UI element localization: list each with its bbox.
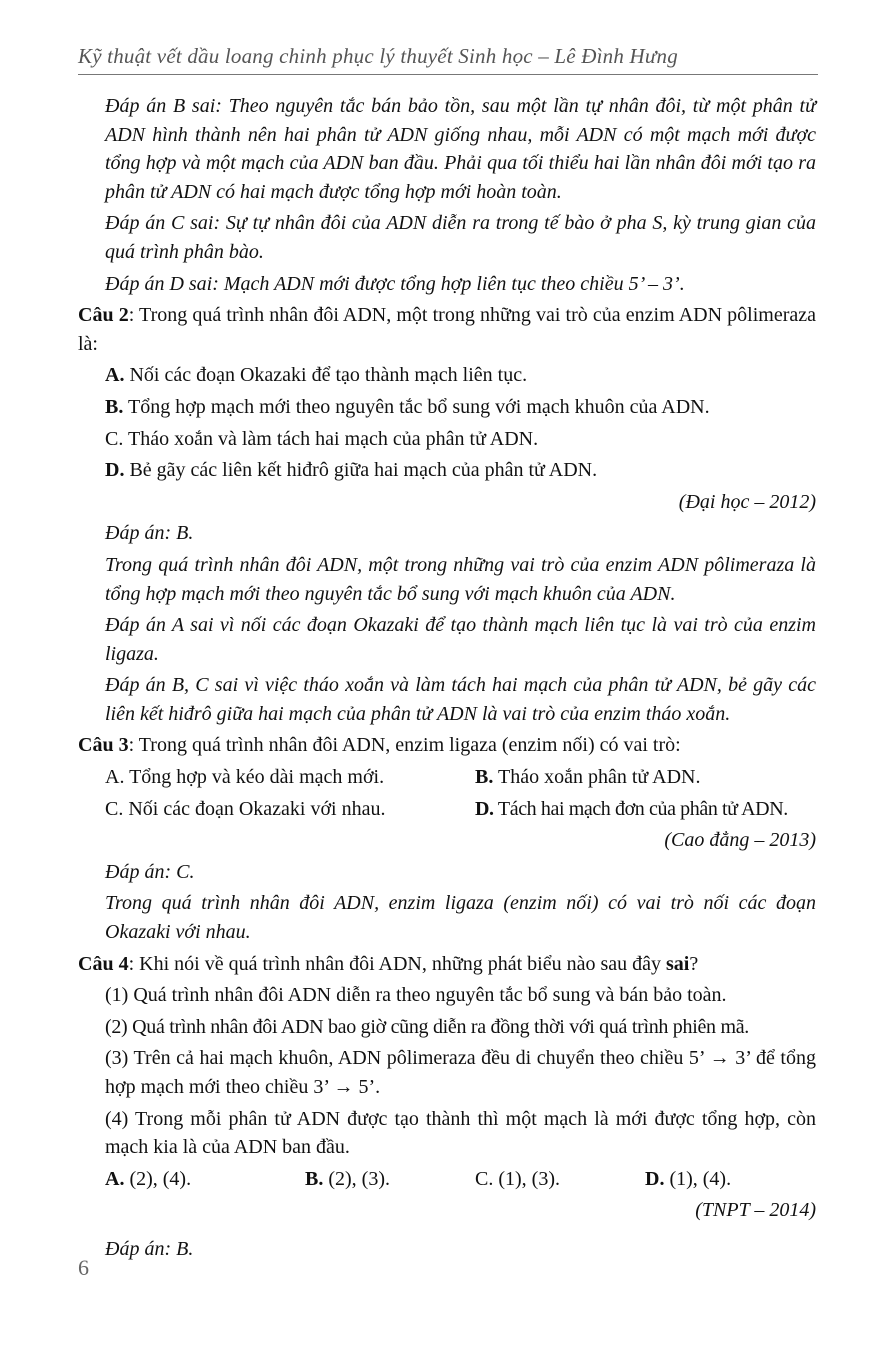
q2-option-d-text: Bẻ gãy các liên kết hiđrô giữa hai mạch của phân tử ADN. bbox=[124, 459, 598, 482]
q3-option-c bbox=[105, 795, 475, 824]
q4-option-b-key: B. bbox=[305, 1167, 324, 1190]
q4-options-row bbox=[78, 1165, 816, 1194]
q3-option-a-key: A. bbox=[105, 766, 125, 789]
question-2-stem: : Trong quá trình nhân đôi ADN, một trong những vai trò của enzim ADN pôlimeraza là: bbox=[78, 304, 816, 355]
q3-explain-1: Trong quá trình nhân đôi ADN, enzim ligaza (enzim nối) có vai trò nối các đoạn Okazaki với nhau. bbox=[105, 892, 816, 944]
q4-statement-1: (1) Quá trình nhân đôi ADN diễn ra theo nguyên tắc bổ sung và bán bảo toàn. bbox=[105, 984, 727, 1007]
q3-option-a bbox=[105, 763, 475, 792]
q4-option-a-key: A. bbox=[105, 1167, 125, 1190]
q2-explain-2: Đáp án A sai vì nối các đoạn Okazaki để tạo thành mạch liên tục là vai trò của enzim ligaza. bbox=[105, 614, 816, 665]
q2-option-a bbox=[78, 361, 816, 390]
q2-option-c bbox=[78, 425, 816, 454]
q2-option-c-text: Tháo xoắn và làm tách hai mạch của phân tử ADN. bbox=[123, 427, 539, 450]
header-rule bbox=[78, 74, 818, 75]
q2-option-b bbox=[78, 393, 816, 422]
q3-option-a-text: Tổng hợp và kéo dài mạch mới. bbox=[124, 766, 385, 789]
q2-option-c-key: C. bbox=[105, 427, 124, 450]
q4-option-b-text: (2), (3). bbox=[323, 1167, 390, 1190]
q4-option-a bbox=[105, 1165, 305, 1194]
q2-explain-1: Trong quá trình nhân đôi ADN, một trong những vai trò của enzim ADN pôlimeraza là tổng hợp mạch mới theo nguyên tắc bổ sung với mạch khuôn của ADN. bbox=[105, 553, 816, 605]
q4-answer: Đáp án: B. bbox=[105, 1237, 194, 1260]
question-4-stem: : Khi nói về quá trình nhân đôi ADN, những phát biểu nào sau đây bbox=[128, 952, 666, 975]
q3-options-row-1 bbox=[78, 763, 816, 792]
q4-option-c-text: (1), (3). bbox=[493, 1167, 560, 1190]
q3-answer: Đáp án: C. bbox=[105, 860, 195, 883]
q4-statement-3: (3) Trên cả hai mạch khuôn, ADN pôlimeraza đều di chuyển theo chiều 5’ → 3’ để tổng hợp mạch mới theo chiều 3’ → 5’. bbox=[105, 1047, 816, 1098]
q2-answer: Đáp án: B. bbox=[105, 522, 194, 545]
q3-option-d-key: D. bbox=[475, 797, 494, 820]
q3-option-c-text: Nối các đoạn Okazaki với nhau. bbox=[123, 797, 386, 820]
q2-option-a-key: A. bbox=[105, 364, 125, 387]
q3-source: (Cao đẳng – 2013) bbox=[664, 829, 816, 852]
q3-option-d bbox=[475, 795, 788, 824]
q4-option-c-key: C. bbox=[475, 1167, 494, 1190]
question-4-stem-end: ? bbox=[689, 952, 699, 975]
q2-option-a-text: Nối các đoạn Okazaki để tạo thành mạch liên tục. bbox=[124, 364, 528, 387]
q4-statement-2: (2) Quá trình nhân đôi ADN bao giờ cũng diễn ra đồng thời với quá trình phiên mã. bbox=[105, 1015, 749, 1038]
q2-source: (Đại học – 2012) bbox=[678, 490, 816, 513]
intro-c-sai: Đáp án C sai: Sự tự nhân đôi của ADN diễn ra trong tế bào ở pha S, kỳ trung gian của quá trình phân bào. bbox=[105, 212, 816, 263]
q3-option-d-text: Tách hai mạch đơn của phân tử ADN. bbox=[493, 797, 788, 820]
q4-option-b bbox=[305, 1165, 475, 1194]
intro-d-sai: Đáp án D sai: Mạch ADN mới được tổng hợp liên tục theo chiều 5’ – 3’. bbox=[105, 272, 685, 295]
q3-option-b-text: Tháo xoắn phân tử ADN. bbox=[493, 766, 701, 789]
q3-option-b bbox=[475, 763, 700, 792]
q4-option-c bbox=[475, 1165, 645, 1194]
q3-option-b-key: B. bbox=[475, 766, 494, 789]
q2-option-b-key: B. bbox=[105, 395, 124, 418]
question-4-stem-bold: sai bbox=[666, 952, 690, 975]
question-2 bbox=[78, 301, 816, 358]
page-content bbox=[78, 92, 816, 1264]
q4-option-d-key: D. bbox=[645, 1167, 665, 1190]
q3-options-row-2 bbox=[78, 795, 816, 824]
question-4-label: Câu 4 bbox=[78, 952, 129, 975]
q4-option-d bbox=[645, 1165, 731, 1194]
q2-option-d bbox=[78, 456, 816, 485]
q4-source: (TNPT – 2014) bbox=[695, 1199, 816, 1222]
q3-option-c-key: C. bbox=[105, 797, 124, 820]
question-2-label: Câu 2 bbox=[78, 304, 129, 327]
q2-option-d-key: D. bbox=[105, 459, 125, 482]
q2-explain-3: Đáp án B, C sai vì việc tháo xoắn và làm tách hai mạch của phân tử ADN, bẻ gãy các liên kết hiđrô giữa hai mạch của phân tử ADN là vai trò của enzim tháo xoắn. bbox=[105, 674, 816, 725]
intro-b-sai: Đáp án B sai: Theo nguyên tắc bán bảo tồn, sau một lần tự nhân đôi, từ một phân tử ADN hình thành nên hai phân tử ADN giống nhau, mỗi ADN có một mạch mới được tổng hợp và một mạch của ADN ban đầu. Phải qua tối thiểu hai lần nhân đôi mới tạo ra phân tử ADN có hai mạch được tổng hợp mới hoàn toàn. bbox=[105, 95, 816, 203]
q4-option-a-text: (2), (4). bbox=[124, 1167, 192, 1190]
question-3-stem: : Trong quá trình nhân đôi ADN, enzim ligaza (enzim nối) có vai trò: bbox=[128, 734, 681, 757]
q4-option-d-text: (1), (4). bbox=[664, 1167, 732, 1190]
question-3 bbox=[78, 731, 816, 760]
question-4 bbox=[78, 950, 816, 979]
running-header: Kỹ thuật vết dầu loang chinh phục lý thuyết Sinh học – Lê Đình Hưng bbox=[78, 44, 678, 68]
page-number: 6 bbox=[78, 1255, 89, 1280]
q4-statement-4: (4) Trong mỗi phân tử ADN được tạo thành thì một mạch là mới được tổng hợp, còn mạch kia là của ADN ban đầu. bbox=[105, 1107, 816, 1159]
q2-option-b-text: Tổng hợp mạch mới theo nguyên tắc bổ sung với mạch khuôn của ADN. bbox=[123, 395, 710, 418]
question-3-label: Câu 3 bbox=[78, 734, 129, 757]
